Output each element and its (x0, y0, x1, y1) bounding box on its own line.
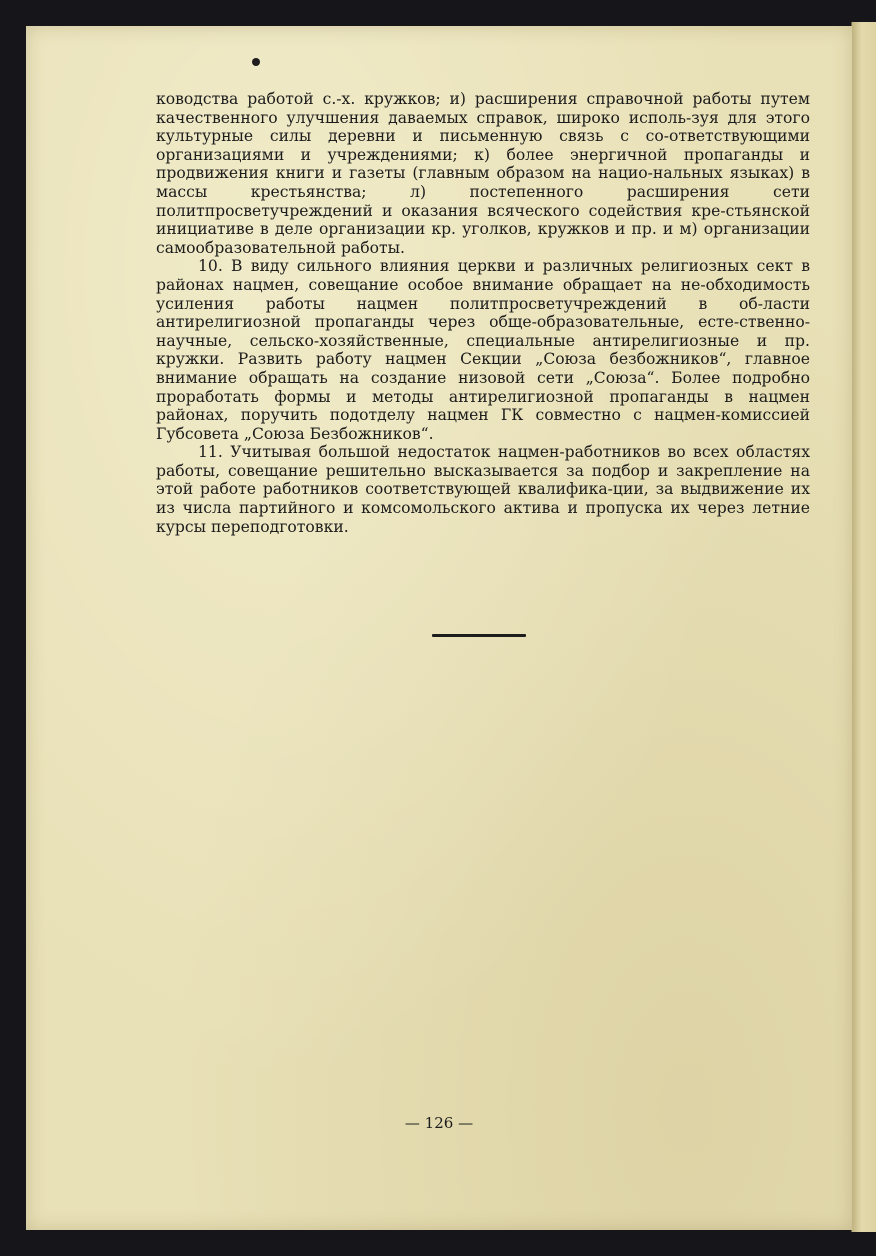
ink-dot (252, 58, 260, 66)
section-divider (432, 634, 526, 637)
body-text (156, 90, 810, 536)
paragraph-continuation: ководства работой с.-х. кружков; и) расширения справочной работы путем качественного улучшения даваемых справок, широко исполь-зуя для этого культурные силы деревни и письменную связь с со-ответствующими организациями и учреждениями; к) более энергичной пропаганды и продвижения книги и газеты (главным образом на нацио-нальных языках) в массы крестьянства; л) постепенного расширения сети политпросветучреждений и оказания всяческого содействия кре-стьянской инициативе в деле организации кр. уголков, кружков и пр. и м) организации самообразовательной работы. (156, 90, 810, 257)
document-page (26, 26, 852, 1230)
page-number: — 126 — (404, 1114, 474, 1132)
paragraph-item-10: 10. В виду сильного влияния церкви и различных религиозных сект в районах нацмен, совещание особое внимание обращает на не-обходимость усиления работы нацмен политпросветучреждений в об-ласти антирелигиозной пропаганды через обще-образовательные, есте-ственно-научные, сельско-хозяйственные, специальные антирелигиозные и пр. кружки. Развить работу нацмен Секции „Союза безбожников“, главное внимание обращать на создание низовой сети „Союза“. Более подробно проработать формы и методы антирелигиозной пропаганды в нацмен районах, поручить подотделу нацмен ГК совместно с нацмен-комиссией Губсовета „Союза Безбожников“. (156, 257, 810, 443)
paragraph-item-11: 11. Учитывая большой недостаток нацмен-работников во всех областях работы, совещание решительно высказывается за подбор и закрепление на этой работе работников соответствующей квалифика-ции, за выдвижение их из числа партийного и комсомольского актива и пропуска их через летние курсы переподготовки. (156, 443, 810, 536)
adjacent-page-edge (851, 22, 876, 1232)
